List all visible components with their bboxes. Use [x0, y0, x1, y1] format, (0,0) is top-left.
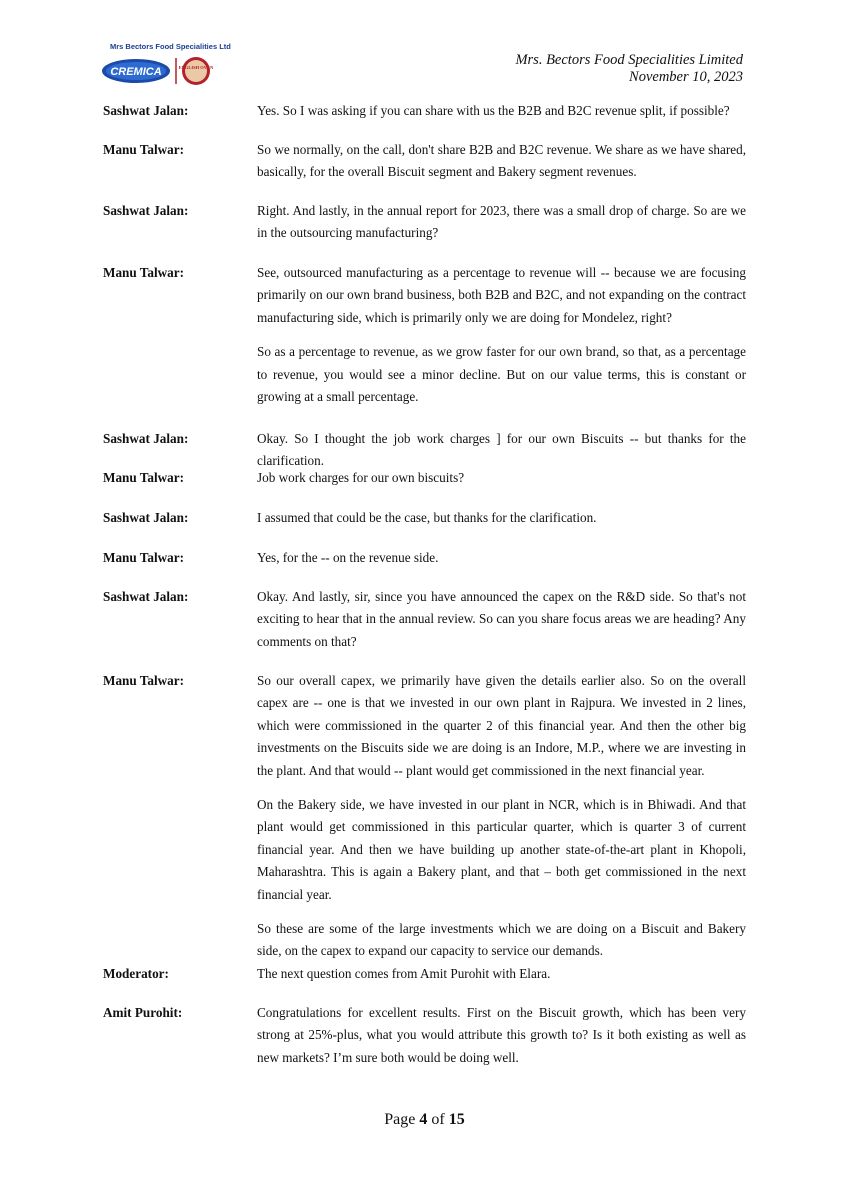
speech-paragraph: Right. And lastly, in the annual report for 2023, there was a small drop of charge. So are we in the outsourcing manufacturing?: [257, 203, 746, 241]
speaker-name: Sashwat Jalan:: [103, 203, 189, 218]
company-name: Mrs. Bectors Food Specialities Limited: [515, 52, 743, 68]
logo-graphic: [100, 52, 225, 90]
transcript-entry: [103, 547, 746, 569]
speech-paragraph: See, outsourced manufacturing as a percentage to revenue will -- because we are focusing primarily on our own brand business, both B2B and B2C, and not expanding on the contract manufacturing side, which is primarily only we are doing for Mondelez, right?: [257, 265, 746, 325]
speaker-name: Sashwat Jalan:: [103, 589, 189, 604]
speaker-name: Moderator:: [103, 966, 169, 981]
speech-paragraph: On the Bakery side, we have invested in our plant in NCR, which is in Bhiwadi. And that plant would get commissioned in this particular quarter, which is quarter 3 of current financial year. And then we have building up another state-of-the-art plant in Khopoli, Maharashtra. This is again a Bakery plant, and that – both get commissioned in the next financial year.: [257, 797, 746, 902]
transcript-entry: [103, 100, 746, 122]
speech-paragraph: Yes. So I was asking if you can share with us the B2B and B2C revenue split, if possible?: [257, 103, 730, 118]
total-pages: 15: [448, 1111, 465, 1128]
page-word: Page: [384, 1111, 416, 1128]
speaker-name: Sashwat Jalan:: [103, 510, 189, 525]
speech-paragraph: Yes, for the -- on the revenue side.: [257, 550, 439, 565]
speaker-name: Manu Talwar:: [103, 673, 184, 688]
document-date: November 10, 2023: [629, 69, 743, 85]
speaker-name: Manu Talwar:: [103, 142, 184, 157]
transcript-entry: [103, 670, 746, 963]
page-footer: [0, 1111, 849, 1129]
transcript-entry: [103, 507, 746, 529]
logo-brand-2: ENGLISH OVEN: [178, 65, 214, 70]
speech-paragraph: The next question comes from Amit Purohit with Elara.: [257, 966, 551, 981]
transcript-entry: [103, 139, 746, 184]
page-number: 4: [419, 1111, 428, 1128]
speech-paragraph: Congratulations for excellent results. First on the Biscuit growth, which has been very strong at 25%-plus, what you would attribute this growth to? Is it both existing as well as new markets? I’m sure both would be doing well.: [257, 1005, 746, 1065]
speech-paragraph: So as a percentage to revenue, as we grow faster for our own brand, so that, as a percentage to revenue, you would see a minor decline. But on our value terms, this is constant or growing at a small percentage.: [257, 344, 746, 405]
speech-paragraph: So we normally, on the call, don't share B2B and B2C revenue. We share as we have shared, basically, for the overall Biscuit segment and Bakery segment revenues.: [257, 142, 746, 180]
company-logo: [100, 42, 230, 92]
speech-paragraph: Job work charges for our own biscuits?: [257, 470, 465, 485]
speaker-name: Manu Talwar:: [103, 470, 184, 485]
speech-paragraph: I assumed that could be the case, but thanks for the clarification.: [257, 510, 597, 525]
speech-paragraph: So our overall capex, we primarily have given the details earlier also. So on the overall capex are -- one is that we invested in our own plant in Rajpura. We invested in 2 lines, which were commissioned in the quarter 2 of this financial year. And then the other big investments on the Biscuits side we are doing is an Indore, M.P., where we are investing in the plant. And that would -- plant would get commissioned in the next financial year.: [257, 673, 746, 778]
transcript-entry: [103, 586, 746, 653]
speaker-name: Amit Purohit:: [103, 1005, 183, 1020]
speech-paragraph: So these are some of the large investments which we are doing on a Biscuit and Bakery side, on the capex to expand our capacity to service our demands.: [257, 921, 746, 959]
speech-paragraph: Okay. And lastly, sir, since you have announced the capex on the R&D side. So that's not exciting to hear that in the annual review. So can you share focus areas we are heading? Any comments on that?: [257, 589, 746, 649]
speaker-name: Manu Talwar:: [103, 265, 184, 280]
document-header: [515, 52, 743, 86]
transcript-entry: [103, 200, 746, 245]
speech-paragraph: Okay. So I thought the job work charges ] for our own Biscuits -- but thanks for the clarification.: [257, 431, 746, 469]
logo-tagline: Mrs Bectors Food Specialities Ltd: [110, 42, 231, 51]
transcript-entry: [103, 963, 746, 985]
speaker-name: Sashwat Jalan:: [103, 431, 189, 446]
speaker-name: Manu Talwar:: [103, 550, 184, 565]
transcript-entry: [103, 467, 746, 489]
logo-brand-1: CREMICA: [110, 66, 162, 78]
speaker-name: Sashwat Jalan:: [103, 103, 189, 118]
transcript-entry: [103, 262, 746, 408]
transcript-entry: [103, 1002, 746, 1069]
of-word: of: [431, 1111, 445, 1128]
